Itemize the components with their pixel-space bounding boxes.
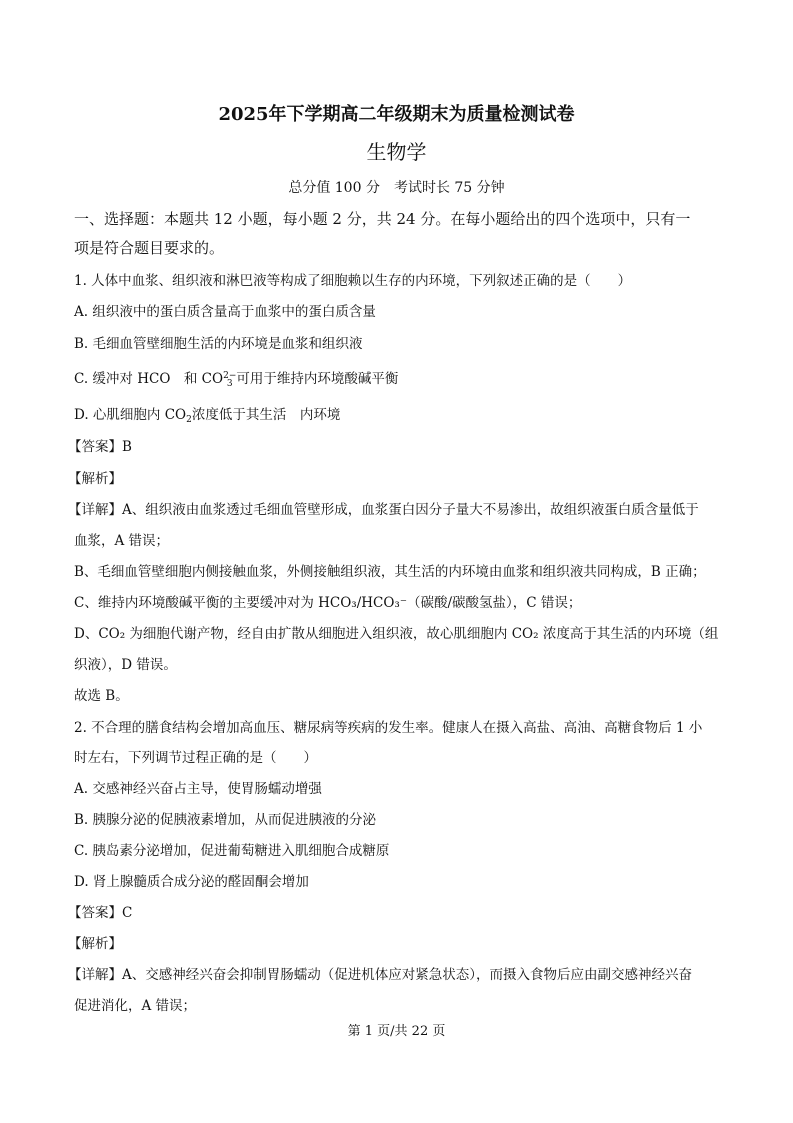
- q1-detail-line3: B、毛细血管壁细胞内侧接触血浆，外侧接触组织液，其生活的内环境由血浆和组织液共同构成，B 正确；: [74, 564, 706, 580]
- section-heading-line2: 项是符合题目要求的。: [74, 239, 225, 257]
- q2-stem-line1: 2. 不合理的膳食结构会增加高血压、糖尿病等疾病的发生率。健康人在摄入高盐、高油、高糖食物后 1 小: [74, 720, 703, 736]
- q2-analysis-label: 【解析】: [68, 936, 122, 952]
- q1-option-c-sub: 3: [226, 378, 233, 389]
- q1-detail-line4-rest: CO₃/HCO₃⁻（碳酸/碳酸氢盐），C 错误；: [329, 595, 582, 611]
- q1-option-c-pre: C. 缓冲对 HCO 和 CO: [74, 371, 224, 387]
- q1-option-d-pre: D. 心肌细胞内 CO: [74, 407, 187, 423]
- page-footer: 第 1 页/共 22 页: [347, 1024, 446, 1039]
- q1-option-d-post: 浓度低于其生活 内环境: [191, 407, 341, 423]
- q2-option-d: D. 肾上腺髓质合成分泌的醛固酮会增加: [74, 874, 309, 890]
- q1-answer: 【答案】B: [68, 439, 132, 455]
- q2-answer: 【答案】C: [68, 905, 133, 921]
- q1-option-b: B. 毛细血管壁细胞生活的内环境是血浆和组织液: [74, 336, 363, 352]
- q1-option-d-sub: 2: [186, 415, 192, 425]
- q2-detail-line1: 【详解】A、交感神经兴奋会抑制胃肠蠕动（促进机体应对紧急状态），而摄入食物后应由副交感神经兴奋: [68, 967, 692, 983]
- q1-detail-line4-pre: C、维持内环境酸碱平衡的主要缓冲对为 H: [74, 595, 330, 611]
- q1-option-d: [74, 405, 340, 430]
- q1-option-a: A. 组织液中的蛋白质含量高于血浆中的蛋白质含量: [74, 304, 376, 320]
- q1-detail-line2: 血浆，A 错误；: [74, 533, 170, 549]
- q1-stem: 1. 人体中血浆、组织液和淋巴液等构成了细胞赖以生存的内环境，下列叙述正确的是（ ）: [74, 273, 632, 289]
- q2-detail-line2: 促进消化，A 错误；: [74, 998, 197, 1014]
- q1-option-c-post: 可用于维持内环境酸碱平衡: [236, 371, 399, 387]
- q1-analysis-label: 【解析】: [68, 471, 122, 487]
- exam-meta: 总分值 100 分 考试时长 75 分钟: [288, 180, 505, 196]
- q1-detail-line1: 【详解】A、组织液由血浆透过毛细血管壁形成，血浆蛋白因分子量大不易渗出，故组织液蛋白质含量低于: [68, 502, 699, 518]
- section-heading-line1: 一、选择题：本题共 12 小题，每小题 2 分，共 24 分。在每小题给出的四个选项中，只有一: [74, 210, 691, 228]
- q1-conclusion: 故选 B。: [74, 688, 129, 704]
- q1-detail-line6: 织液），D 错误。: [74, 657, 177, 673]
- q2-stem-line2: 时左右，下列调节过程正确的是（ ）: [74, 750, 317, 766]
- q1-option-c-sup: 2−: [223, 370, 237, 381]
- q1-option-c: [74, 369, 398, 389]
- q1-detail-line4: [74, 593, 581, 613]
- subject-title: 生物学: [366, 140, 427, 164]
- q1-detail-line5: D、CO₂ 为细胞代谢产物，经自由扩散从细胞进入组织液，故心肌细胞内 CO₂ 浓度高于其生活的内环境（组: [74, 626, 719, 642]
- exam-title: 2025年下学期高二年级期末为质量检测试卷: [218, 104, 575, 125]
- q2-option-b: B. 胰腺分泌的促胰液素增加，从而促进胰液的分泌: [74, 812, 377, 828]
- q2-option-c: C. 胰岛素分泌增加，促进葡萄糖进入肌细胞合成糖原: [74, 843, 390, 859]
- q2-option-a: A. 交感神经兴奋占主导，使胃肠蠕动增强: [74, 781, 322, 797]
